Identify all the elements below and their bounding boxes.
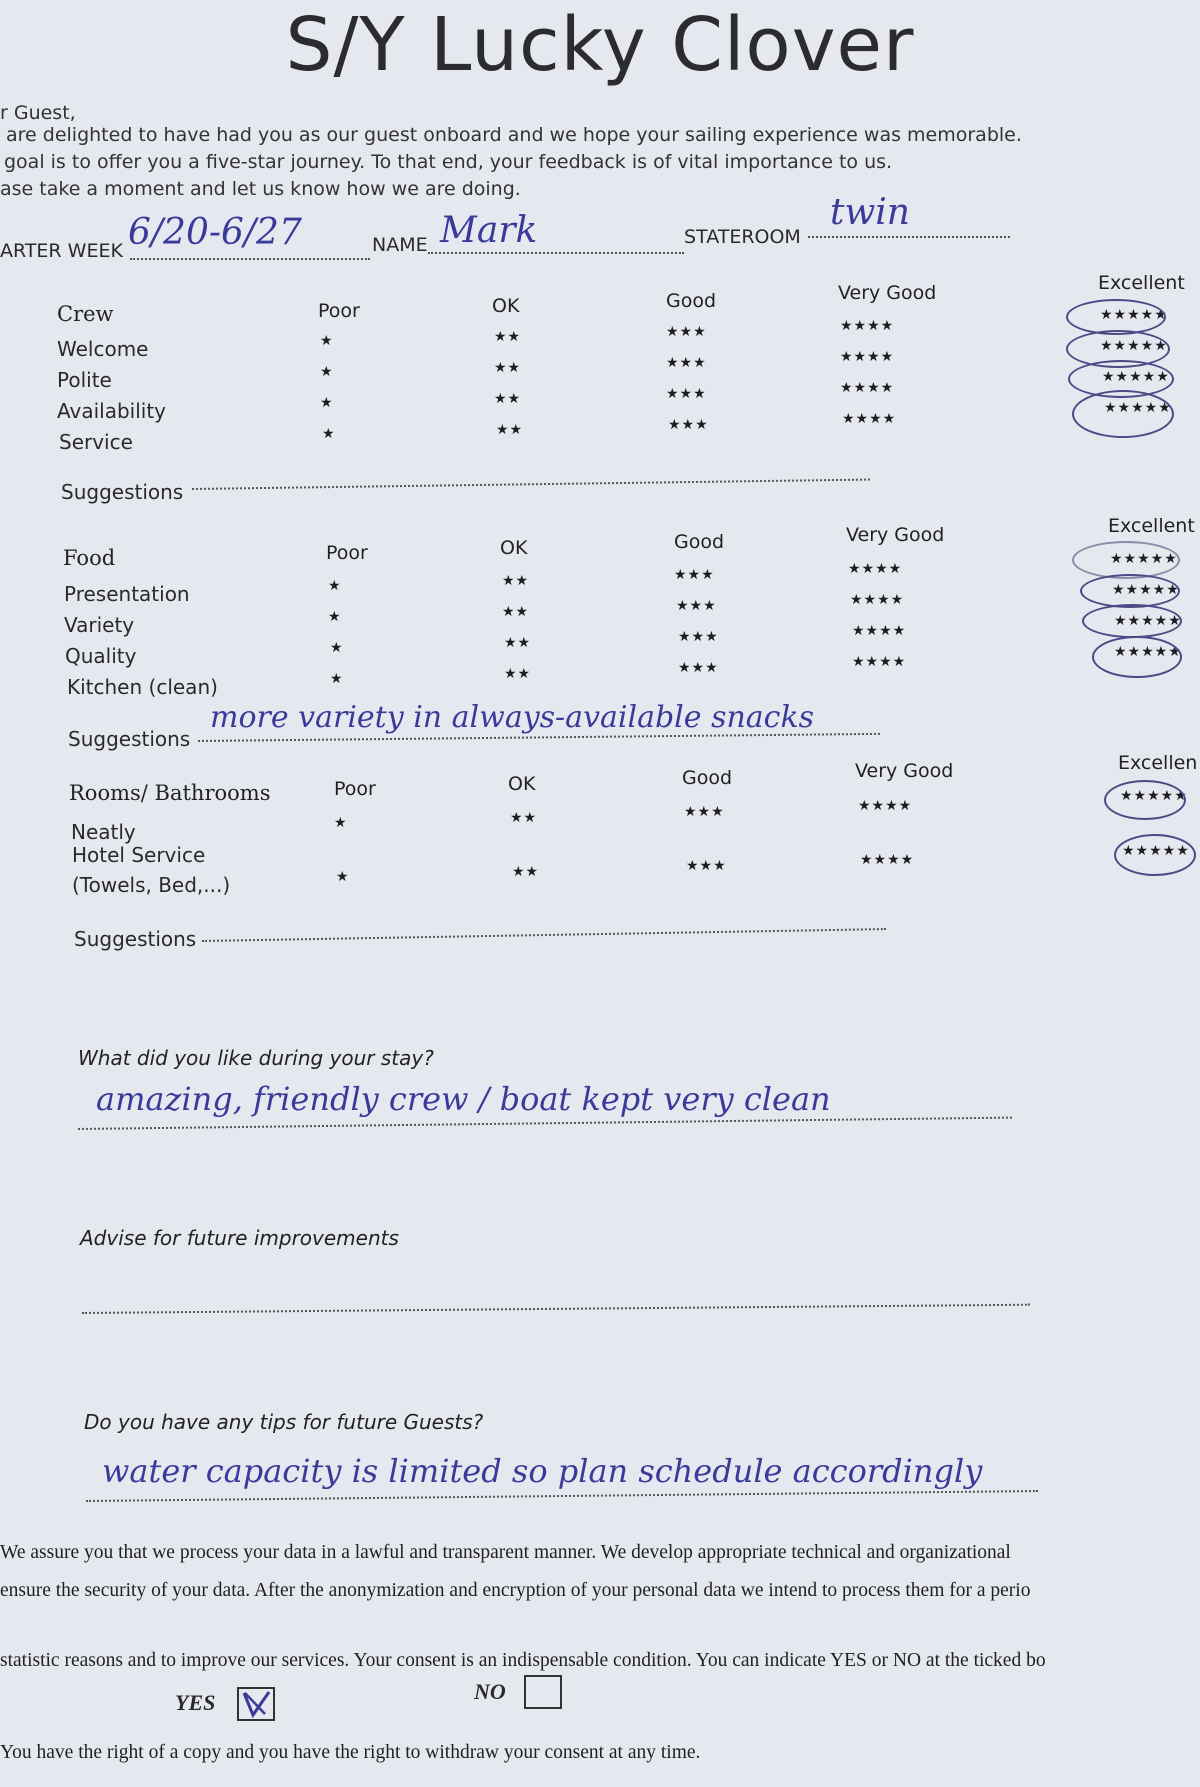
no-label: NO bbox=[474, 1679, 506, 1704]
crew-availability-very-good[interactable]: ★★★★ bbox=[840, 380, 895, 396]
food-suggestions-label: Suggestions bbox=[68, 727, 191, 751]
food-col-excellent: Excellent bbox=[1108, 515, 1195, 537]
crew-col-poor: Poor bbox=[318, 300, 360, 322]
crew-polite-poor[interactable]: ★ bbox=[320, 364, 334, 380]
crew-polite-ok[interactable]: ★★ bbox=[494, 360, 522, 376]
crew-section-title: Crew bbox=[57, 302, 114, 326]
advise-answer-line[interactable] bbox=[82, 1304, 1030, 1314]
food-kitchen-ok[interactable]: ★★ bbox=[504, 666, 532, 682]
food-variety-very-good[interactable]: ★★★★ bbox=[850, 592, 905, 608]
tips-answer-line[interactable] bbox=[86, 1490, 1038, 1502]
crew-availability-poor[interactable]: ★ bbox=[320, 395, 334, 411]
yes-label: YES bbox=[175, 1690, 216, 1715]
food-quality-very-good[interactable]: ★★★★ bbox=[852, 623, 907, 639]
food-quality-good[interactable]: ★★★ bbox=[678, 629, 719, 645]
crew-row-polite: Polite bbox=[57, 368, 112, 392]
food-quality-ok[interactable]: ★★ bbox=[504, 635, 532, 651]
crew-suggestions-line[interactable] bbox=[192, 479, 870, 490]
selection-circle bbox=[1080, 574, 1180, 608]
greeting: r Guest, bbox=[0, 102, 76, 124]
selection-circle bbox=[1072, 390, 1174, 438]
crew-availability-ok[interactable]: ★★ bbox=[494, 391, 522, 407]
selection-circle bbox=[1092, 636, 1182, 678]
selection-circle bbox=[1082, 604, 1182, 638]
rooms-hotel-good[interactable]: ★★★ bbox=[686, 858, 727, 874]
rooms-row-towels: (Towels, Bed,...) bbox=[72, 873, 231, 897]
rooms-col-good: Good bbox=[682, 767, 733, 789]
tips-answer[interactable]: water capacity is limited so plan schedule accordingly bbox=[102, 1452, 983, 1490]
no-checkbox[interactable] bbox=[524, 1675, 562, 1709]
intro-line-3: ase take a moment and let us know how we are doing. bbox=[0, 178, 521, 200]
form-title: S/Y Lucky Clover bbox=[285, 2, 915, 88]
consent-footer: You have the right of a copy and you have the right to withdraw your consent at any time. bbox=[0, 1742, 701, 1763]
food-presentation-ok[interactable]: ★★ bbox=[502, 573, 530, 589]
food-kitchen-very-good[interactable]: ★★★★ bbox=[852, 654, 907, 670]
liked-answer-line[interactable] bbox=[78, 1117, 1012, 1130]
crew-row-service: Service bbox=[59, 430, 133, 454]
name-label: NAME bbox=[372, 234, 428, 256]
rooms-col-excellent: Excellen bbox=[1118, 752, 1198, 774]
food-kitchen-excellent[interactable]: ★★★★★ bbox=[1114, 644, 1182, 660]
rooms-hotel-poor[interactable]: ★ bbox=[336, 869, 350, 885]
food-presentation-very-good[interactable]: ★★★★ bbox=[848, 561, 903, 577]
crew-row-welcome: Welcome bbox=[57, 337, 149, 361]
rooms-row-hotel-service: Hotel Service bbox=[72, 843, 206, 867]
check-mark-icon bbox=[239, 1689, 273, 1719]
food-row-quality: Quality bbox=[65, 644, 137, 668]
rooms-col-ok: OK bbox=[508, 773, 536, 795]
intro-line-1: are delighted to have had you as our guest onboard and we hope your sailing experience was memorable. bbox=[6, 124, 1022, 146]
food-variety-ok[interactable]: ★★ bbox=[502, 604, 530, 620]
crew-service-very-good[interactable]: ★★★★ bbox=[842, 411, 897, 427]
crew-col-good: Good bbox=[666, 290, 717, 312]
food-row-kitchen: Kitchen (clean) bbox=[67, 675, 218, 699]
crew-availability-excellent[interactable]: ★★★★★ bbox=[1102, 369, 1170, 385]
crew-service-ok[interactable]: ★★ bbox=[496, 422, 524, 438]
food-col-very-good: Very Good bbox=[846, 524, 945, 546]
rooms-hotel-ok[interactable]: ★★ bbox=[512, 864, 540, 880]
charter-week-value[interactable]: 6/20-6/27 bbox=[128, 212, 302, 253]
rooms-neatly-excellent[interactable]: ★★★★★ bbox=[1120, 788, 1188, 804]
crew-col-very-good: Very Good bbox=[838, 282, 937, 304]
food-col-poor: Poor bbox=[326, 542, 368, 564]
crew-col-ok: OK bbox=[492, 295, 520, 317]
food-kitchen-good[interactable]: ★★★ bbox=[678, 660, 719, 676]
stateroom-label: STATEROOM bbox=[684, 226, 801, 248]
liked-question: What did you like during your stay? bbox=[78, 1046, 434, 1070]
food-row-presentation: Presentation bbox=[64, 582, 190, 606]
crew-welcome-good[interactable]: ★★★ bbox=[666, 324, 707, 340]
rooms-col-poor: Poor bbox=[334, 778, 376, 800]
crew-welcome-excellent[interactable]: ★★★★★ bbox=[1100, 307, 1168, 323]
intro-line-2: goal is to offer you a five-star journey. To that end, your feedback is of vital importance to us. bbox=[4, 151, 893, 173]
crew-welcome-ok[interactable]: ★★ bbox=[494, 329, 522, 345]
crew-service-good[interactable]: ★★★ bbox=[668, 417, 709, 433]
crew-welcome-very-good[interactable]: ★★★★ bbox=[840, 318, 895, 334]
food-presentation-good[interactable]: ★★★ bbox=[674, 567, 715, 583]
rooms-col-very-good: Very Good bbox=[855, 760, 954, 782]
selection-circle bbox=[1114, 834, 1196, 876]
stateroom-value[interactable]: twin bbox=[830, 192, 910, 233]
food-col-ok: OK bbox=[500, 537, 528, 559]
yes-checkbox[interactable] bbox=[237, 1687, 275, 1721]
rooms-row-neatly: Neatly bbox=[71, 820, 136, 844]
consent-line-1: We assure you that we process your data in a lawful and transparent manner. We develop appropriate technical and organizational bbox=[0, 1542, 1011, 1563]
crew-suggestions-label: Suggestions bbox=[61, 480, 184, 504]
name-value[interactable]: Mark bbox=[440, 210, 538, 251]
liked-answer[interactable]: amazing, friendly crew / boat kept very clean bbox=[96, 1080, 831, 1118]
tips-question: Do you have any tips for future Guests? bbox=[84, 1410, 484, 1434]
crew-service-excellent[interactable]: ★★★★★ bbox=[1104, 400, 1172, 416]
food-variety-poor[interactable]: ★ bbox=[328, 609, 342, 625]
crew-polite-very-good[interactable]: ★★★★ bbox=[840, 349, 895, 365]
rooms-hotel-very-good[interactable]: ★★★★ bbox=[860, 852, 915, 868]
rooms-neatly-ok[interactable]: ★★ bbox=[510, 810, 538, 826]
crew-polite-excellent[interactable]: ★★★★★ bbox=[1100, 338, 1168, 354]
rooms-neatly-poor[interactable]: ★ bbox=[334, 815, 348, 831]
food-variety-good[interactable]: ★★★ bbox=[676, 598, 717, 614]
food-variety-excellent[interactable]: ★★★★★ bbox=[1112, 582, 1180, 598]
crew-row-availability: Availability bbox=[57, 399, 167, 423]
food-col-good: Good bbox=[674, 531, 725, 553]
rooms-hotel-excellent[interactable]: ★★★★★ bbox=[1122, 843, 1190, 859]
food-presentation-poor[interactable]: ★ bbox=[328, 578, 342, 594]
food-row-variety: Variety bbox=[64, 613, 135, 637]
crew-col-excellent: Excellent bbox=[1098, 272, 1185, 294]
rooms-suggestions-label: Suggestions bbox=[74, 927, 197, 951]
charter-week-label: ARTER WEEK bbox=[0, 240, 123, 262]
crew-polite-good[interactable]: ★★★ bbox=[666, 355, 707, 371]
food-quality-excellent[interactable]: ★★★★★ bbox=[1114, 613, 1182, 629]
food-presentation-excellent[interactable]: ★★★★★ bbox=[1110, 551, 1178, 567]
food-section-title: Food bbox=[63, 546, 116, 570]
advise-question: Advise for future improvements bbox=[80, 1226, 399, 1250]
food-kitchen-poor[interactable]: ★ bbox=[330, 671, 344, 687]
rooms-neatly-good[interactable]: ★★★ bbox=[684, 804, 725, 820]
rooms-section-title: Rooms/ Bathrooms bbox=[69, 781, 271, 805]
crew-welcome-poor[interactable]: ★ bbox=[320, 333, 334, 349]
selection-circle bbox=[1104, 780, 1186, 820]
consent-line-3: statistic reasons and to improve our services. Your consent is an indispensable condition. You can indicate YES or NO at the ticked bo bbox=[0, 1650, 1046, 1671]
consent-line-2: ensure the security of your data. After the anonymization and encryption of your personal data we intend to process them for a perio bbox=[0, 1580, 1031, 1601]
crew-availability-good[interactable]: ★★★ bbox=[666, 386, 707, 402]
rooms-suggestions-line[interactable] bbox=[202, 928, 886, 942]
food-suggestions-value[interactable]: more variety in always-available snacks bbox=[210, 700, 815, 735]
crew-service-poor[interactable]: ★ bbox=[322, 426, 336, 442]
rooms-neatly-very-good[interactable]: ★★★★ bbox=[858, 798, 913, 814]
food-quality-poor[interactable]: ★ bbox=[330, 640, 344, 656]
